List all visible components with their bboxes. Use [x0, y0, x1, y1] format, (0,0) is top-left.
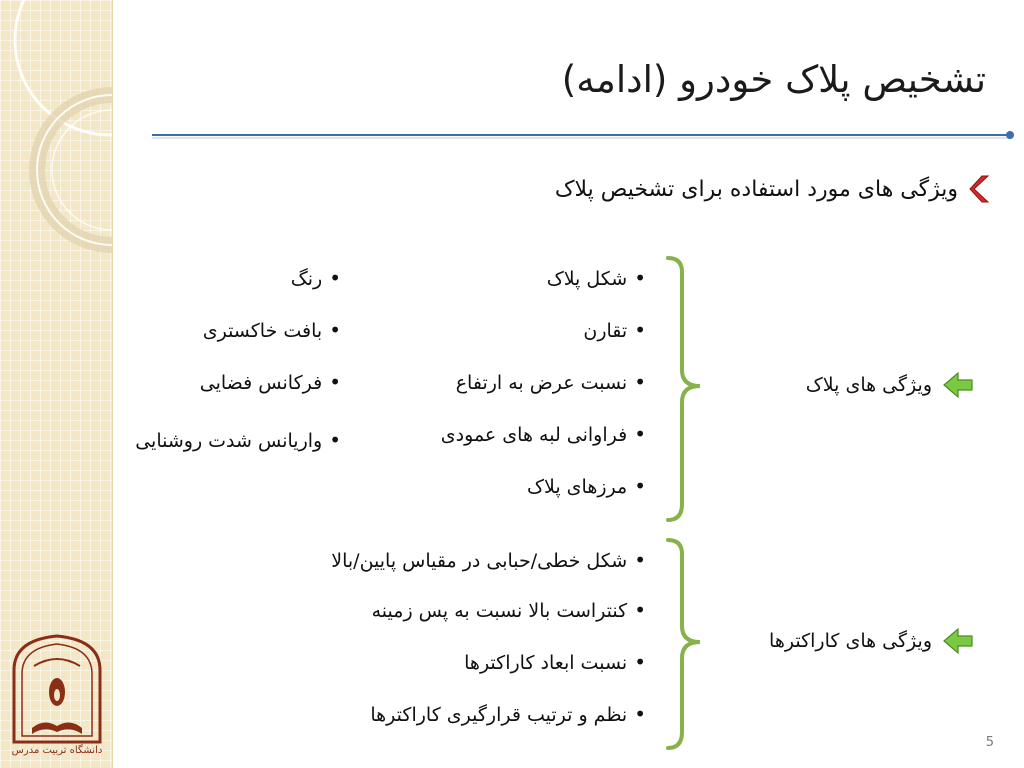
- green-arrow-icon: [942, 626, 974, 656]
- slide-title: تشخیص پلاک خودرو (ادامه): [561, 58, 986, 101]
- character-feature-item: • شکل خطی/حبابی در مقیاس پایین/بالا: [331, 548, 646, 572]
- main-point: [555, 174, 992, 204]
- character-features-label: [769, 626, 974, 656]
- character-features-brace: [660, 534, 710, 754]
- character-feature-item: • نظم و ترتیب قرارگیری کاراکترها: [370, 702, 646, 726]
- plate-feature-item: • فرکانس فضایی: [200, 370, 341, 394]
- decorative-sidebar: [0, 0, 113, 768]
- title-divider: [150, 128, 1020, 142]
- plate-feature-item: • رنگ: [291, 266, 341, 290]
- logo-caption: دانشگاه تربیت مدرس: [11, 745, 103, 756]
- red-chevron-icon: [968, 174, 992, 204]
- character-feature-item: • کنتراست بالا نسبت به پس زمینه: [372, 598, 646, 622]
- university-logo: [8, 632, 106, 756]
- plate-feature-item: • شکل پلاک: [547, 266, 646, 290]
- plate-features-label: [806, 370, 974, 400]
- green-arrow-icon: [942, 370, 974, 400]
- plate-feature-item: • بافت خاکستری: [203, 318, 341, 342]
- plate-feature-item: • تقارن: [583, 318, 646, 342]
- page-number: 5: [985, 735, 994, 750]
- plate-feature-item: • مرزهای پلاک: [527, 474, 646, 498]
- plate-features-brace: [660, 252, 710, 526]
- plate-features-label-text: ویژگی های پلاک: [805, 374, 932, 396]
- main-point-text: ویژگی های مورد استفاده برای تشخیص پلاک: [554, 176, 958, 202]
- character-features-label-text: ویژگی های کاراکترها: [769, 630, 932, 652]
- plate-feature-item: • فراوانی لبه های عمودی: [441, 422, 646, 446]
- plate-feature-item: • واریانس شدت روشنایی: [135, 428, 341, 452]
- plate-feature-item: • نسبت عرض به ارتفاع: [456, 370, 646, 394]
- character-feature-item: • نسبت ابعاد کاراکترها: [464, 650, 646, 674]
